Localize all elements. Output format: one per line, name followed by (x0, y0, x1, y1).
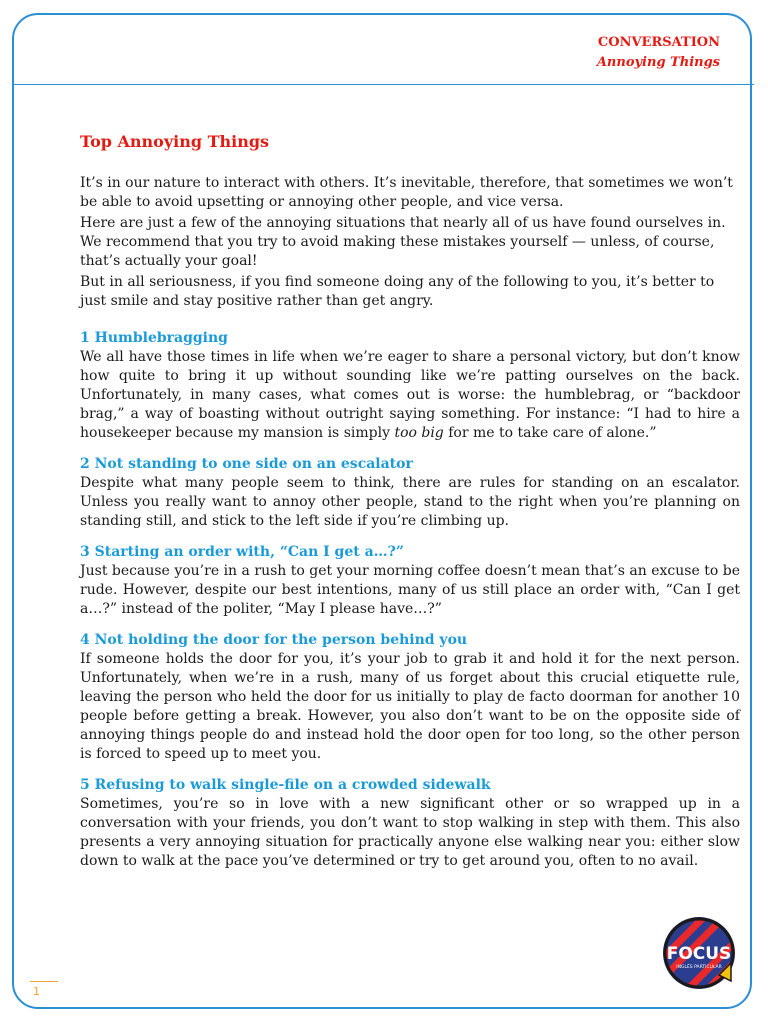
intro-paragraph: It’s in our nature to interact with others. It’s inevitable, therefore, that sometimes we won’t be able to avoid upsetting or annoying other people, and vice versa. (80, 175, 733, 210)
intro-paragraph: Here are just a few of the annoying situations that nearly all of us have found ourselves in. We recommend that you try to avoid making these mistakes yourself — unless, of course, that’s actually your goal! (80, 215, 726, 269)
section-ordering (80, 543, 740, 619)
focus-logo-icon (661, 915, 737, 991)
page-header (597, 33, 720, 73)
header-subtitle: Annoying Things (596, 55, 720, 70)
body-text: We all have those times in life when we’re eager to share a personal victory, but don’t know how quite to bring it up without sounding like we’re patting ourselves on the back. Unfortunately, in many cases, what comes out is worse: the humblebrag, or “backdoor brag,” a way of boasting without outright saying something. For instance: “I had to hire a housekeeper because my mansion is simply (80, 349, 740, 441)
body-emphasis: too big (394, 425, 444, 441)
section-heading: 1 Humblebragging (80, 330, 228, 346)
section-body: Just because you’re in a rush to get your morning coffee doesn’t mean that’s an excuse to be rude. However, despite our best intentions, many of us still place an order with, “Can I get a…?” instead of the politer, “May I please have…?” (80, 563, 740, 617)
header-section: CONVERSATION (597, 35, 720, 50)
section-humblebragging (80, 329, 740, 443)
footer-divider (30, 981, 58, 982)
intro (80, 174, 740, 311)
section-sidewalk (80, 776, 740, 871)
page-number: 1 (33, 985, 40, 998)
page-title: Top Annoying Things (80, 132, 270, 151)
section-body (80, 348, 740, 443)
section-body: Sometimes, you’re so in love with a new significant other or so wrapped up in a conversation with your friends, you don’t want to stop walking in step with them. This also presents a very annoying situation for practically anyone else walking near you: either slow down to walk at the pace you’ve determined or try to get around you, often to no avail. (80, 796, 740, 869)
section-heading: 4 Not holding the door for the person behind you (80, 632, 468, 648)
section-heading: 5 Refusing to walk single-file on a crowded sidewalk (80, 777, 491, 793)
body-text: for me to take care of alone.” (443, 425, 657, 441)
section-heading: 2 Not standing to one side on an escalator (80, 456, 413, 472)
intro-paragraph: But in all seriousness, if you find someone doing any of the following to you, it’s better to just smile and stay positive rather than get angry. (80, 274, 715, 309)
section-body: Despite what many people seem to think, there are rules for standing on an escalator. Unless you really want to annoy other people, stand to the right when you’re planning on standing still, and stick to the left side if you’re climbing up. (80, 475, 740, 529)
header-divider (14, 84, 754, 85)
section-door (80, 631, 740, 764)
section-escalator (80, 455, 740, 531)
main-content (80, 130, 740, 883)
section-heading: 3 Starting an order with, “Can I get a…?” (80, 544, 404, 560)
logo-tagline: INGLÉS PARTICULAR (676, 965, 722, 970)
logo-text: FOCUS (666, 944, 732, 964)
section-body: If someone holds the door for you, it’s your job to grab it and hold it for the next person. Unfortunately, when we’re in a rush, many of us forget about this crucial etiquette rule, leaving the person who held the door for us initially to play de facto doorman for another 10 people before getting a break. However, you also don’t want to be on the opposite side of annoying things people do and instead hold the door open for too long, so the other person is forced to speed up to meet you. (80, 651, 740, 762)
